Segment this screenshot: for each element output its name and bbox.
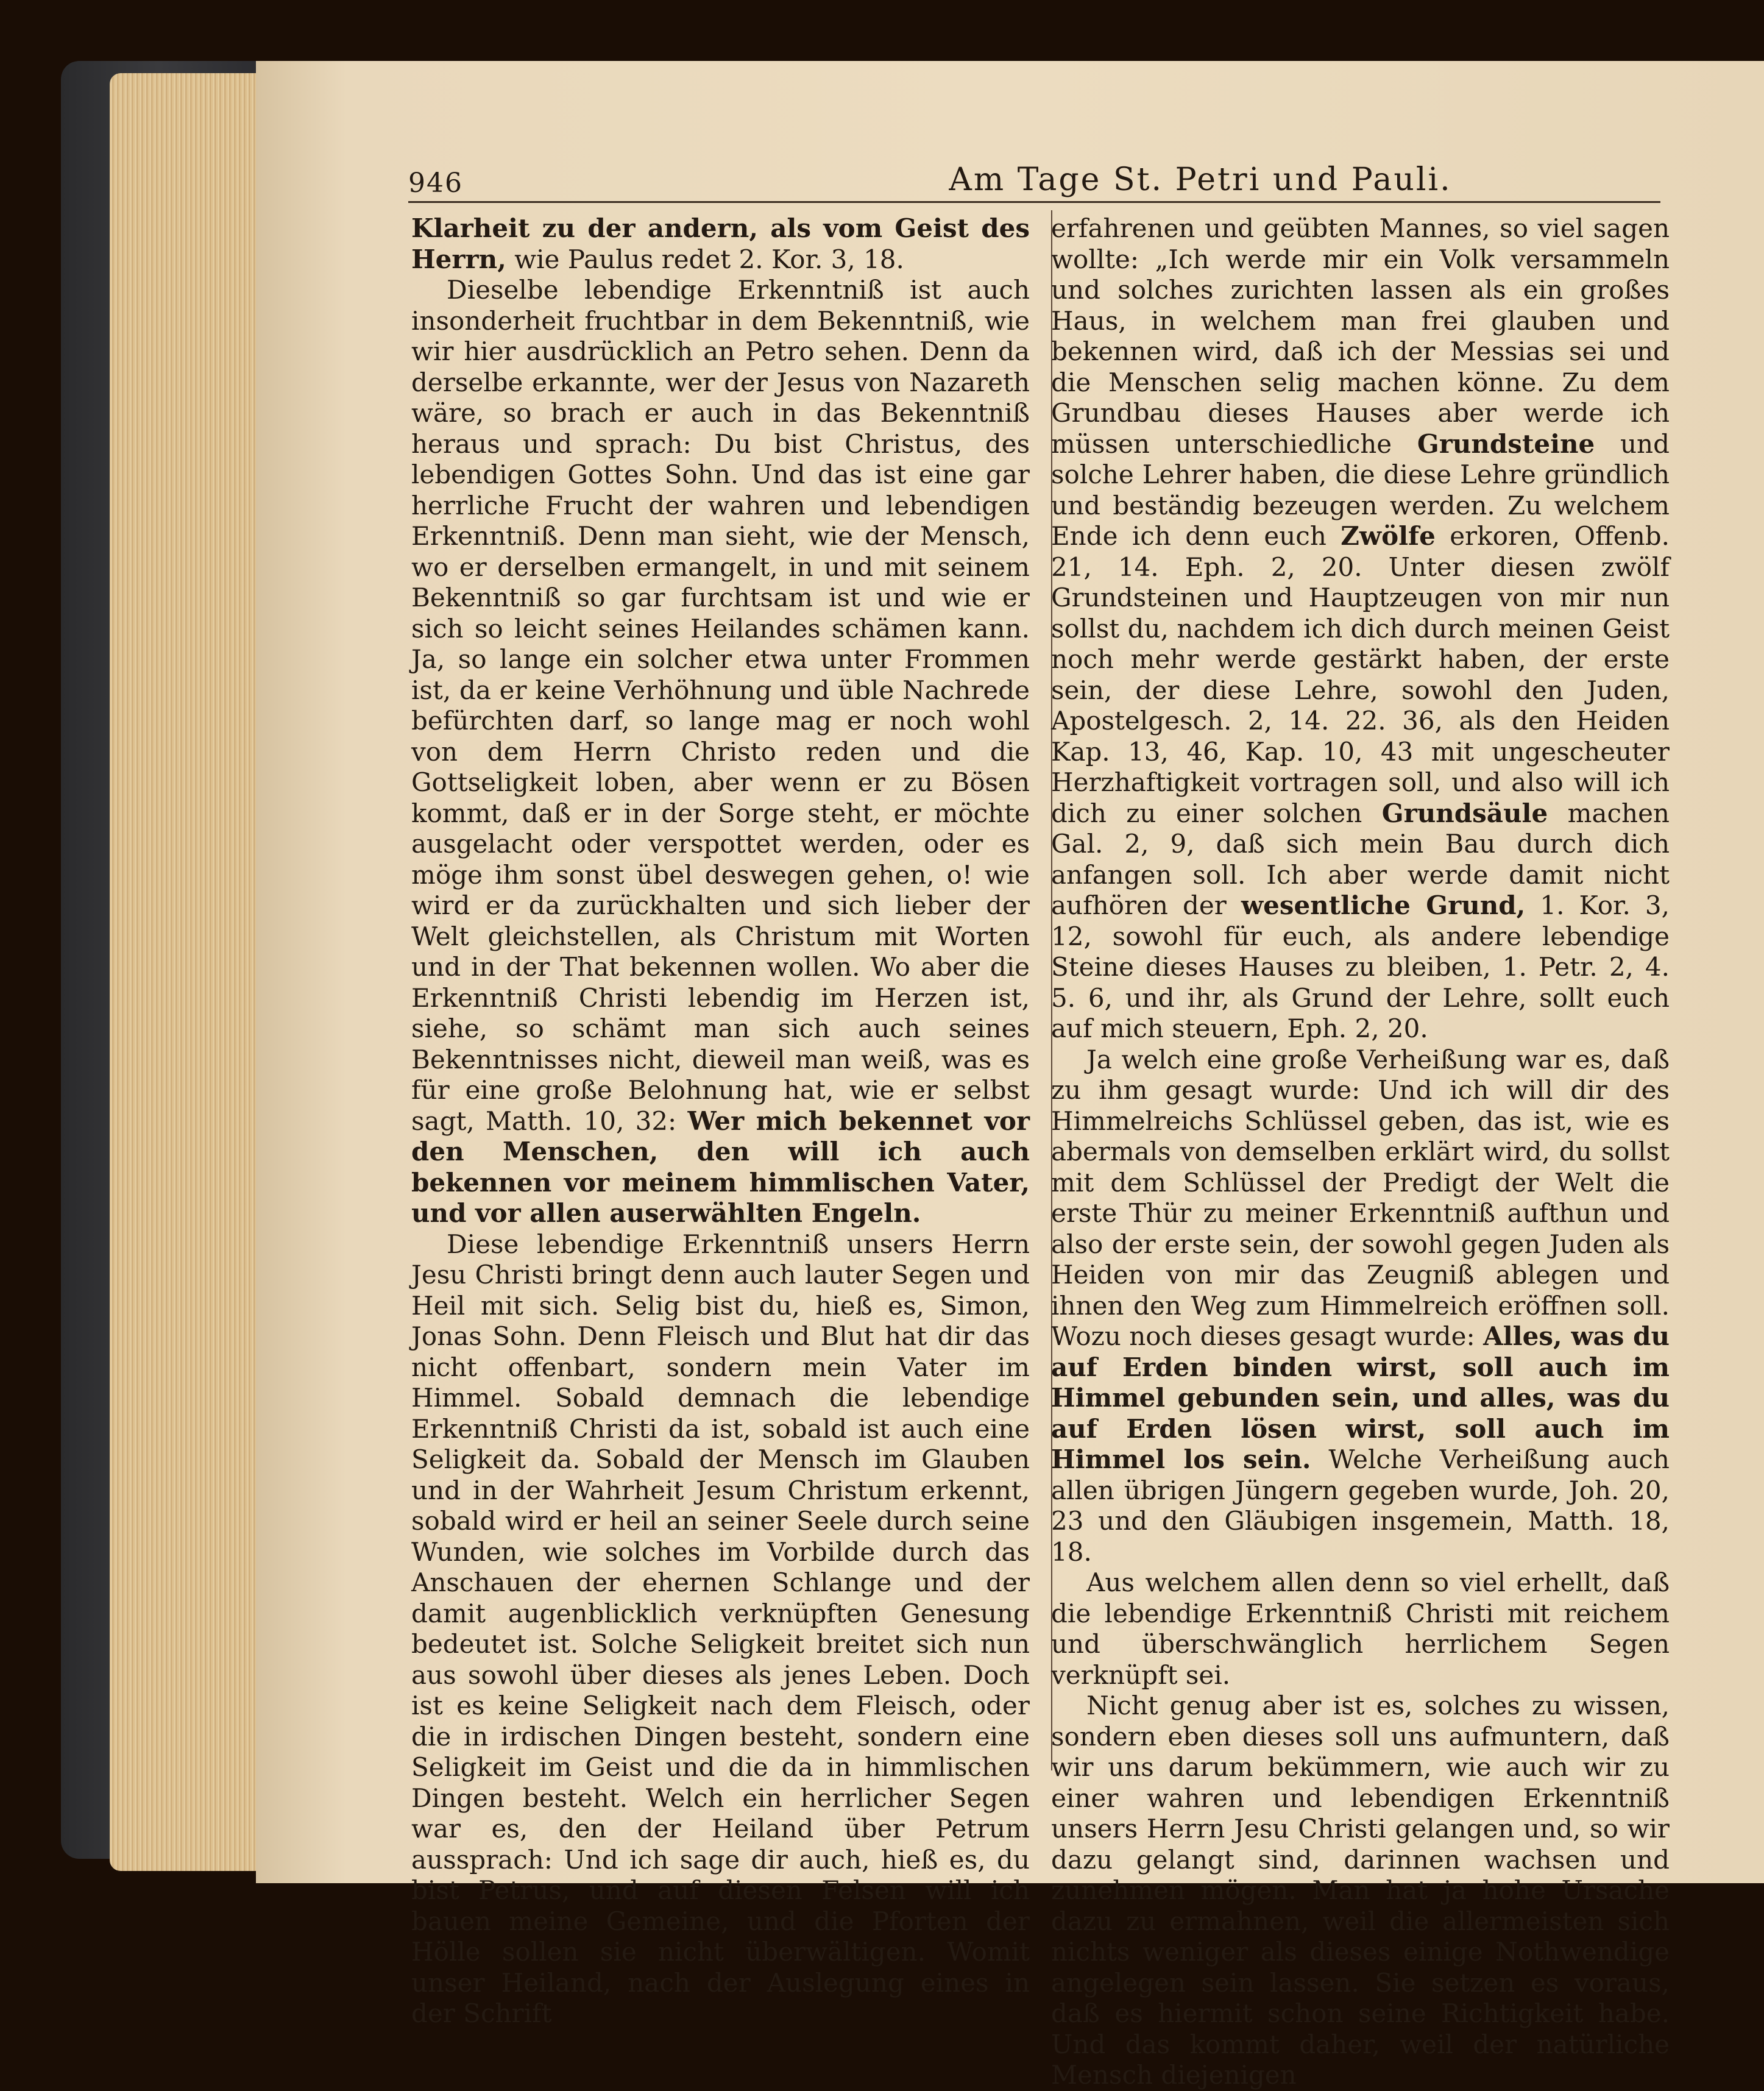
text-run: Diese lebendige Erkenntniß unsers Herrn Jesu Christi bringt denn auch lauter Segen und Heil mit sich. Selig bist du, hieß es, Simon, Jonas Sohn. Denn Fleisch und Blut hat dir das nicht offenbart, sondern mein Vater im Himmel. Sobald demnach die lebendige Erkenntniß Christi da ist, sobald ist auch eine Seligkeit da. Sobald der Mensch im Glauben und in der Wahrheit Jesum Christum erkennt, sobald wird er heil an seiner Seele durch seine Wunden, wie solches im Vorbilde durch das Anschauen der ehernen Schlange und der damit augenblicklich verknüpften Genesung bedeutet ist. Solche Seligkeit breitet sich nun aus sowohl über dieses als jenes Leben. Doch ist es keine Seligkeit nach dem Fleisch, oder die in irdischen Dingen besteht, sondern eine Seligkeit im Geist und die da in himmlischen Dingen besteht. Welch ein herrlicher Segen war es, den der Heiland über Petrum aussprach: Und ich sage dir auch, hieß es, du bist Petrus, und auf diesen Felsen will ich bauen meine Gemeine, und die Pforten der Hölle sollen sie nicht überwältigen. Womit unser Heiland, nach der Auslegung eines in der Schrift [411, 1229, 1030, 2028]
paragraph [1051, 1045, 1670, 1568]
text-run: 1. Kor. 3, 12, sowohl für euch, als andere lebendige Steine dieses Hauses zu bleiben, 1. Petr. 2, 4. 5. 6, und ihr, als Grund der Lehre, sollt euch auf mich steuern, Eph. 2, 20. [1051, 890, 1670, 1043]
text-run: Nicht genug aber ist es, solches zu wissen, sondern eben dieses soll uns aufmuntern, daß wir uns darum bekümmern, wie auch wir zu einer wahren und lebendigen Erkenntniß unsers Herrn Jesu Christi gelangen und, so wir dazu gelangt sind, darinnen wachsen und zunehmen mögen. Man hat ja hohe Ursache dazu zu ermahnen, weil die allermeisten sich nichts weniger als dieses einige Nothwendige angelegen sein lassen. Sie setzen es voraus, daß es hiermit schon seine Richtigkeit habe. Und das kommt daher, weil der natürliche Mensch diejenigen [1051, 1691, 1670, 2090]
page-number: 946 [408, 168, 463, 199]
text-run: Ja welch eine große Verheißung war es, daß zu ihm gesagt wurde: Und ich will dir des Himmelreichs Schlüssel geben, das ist, wie es abermals von demselben erklärt wird, du sollst mit dem Schlüssel der Predigt der Welt die erste Thür zu meiner Erkenntniß aufthun und also der erste sein, der sowohl gegen Juden als Heiden von mir das Zeugniß ablegen und ihnen den Weg zum Himmelreich eröffnen soll. Wozu noch dieses gesagt wurde: [1051, 1044, 1670, 1351]
paragraph [411, 275, 1030, 1229]
bold-text: Grundsäule [1381, 798, 1548, 828]
paragraph [1051, 213, 1670, 1045]
text-run: machen Gal. 2, 9, daß sich mein Bau durch dich anfangen soll. Ich aber werde damit nicht aufhören der [1051, 798, 1670, 920]
running-title: Am Tage St. Petri und Pauli. [949, 162, 1452, 198]
text-run: Welche Verheißung auch allen übrigen Jüngern gegeben wurde, Joh. 20, 23 und den Gläubigen insgemein, Matth. 18, 18. [1051, 1444, 1670, 1567]
text-run: wie Paulus redet 2. Kor. 3, 18. [506, 244, 904, 274]
paragraph [411, 1229, 1030, 2029]
bold-text: Klarheit zu der andern, als vom Geist des Herrn, [411, 213, 1030, 274]
text-run: und solche Lehrer haben, die diese Lehre gründlich und beständig bezeugen werden. Zu welchem Ende ich denn euch [1051, 428, 1670, 551]
paragraph [1051, 1691, 1670, 2091]
bold-text: Grundsteine [1417, 428, 1595, 459]
text-run: erkoren, Offenb. 21, 14. Eph. 2, 20. Unter diesen zwölf Grundsteinen und Hauptzeugen von mir nun sollst du, nachdem ich dich durch meinen Geist noch mehr werde gestärkt haben, der erste sein, der diese Lehre, sowohl den Juden, Apostelgesch. 2, 14. 22. 36, als den Heiden Kap. 13, 46, Kap. 10, 43 mit ungescheuter Herzhaftigkeit vortragen soll, und also will ich dich zu einer solchen [1051, 521, 1670, 828]
left-column [411, 213, 1030, 2028]
paragraph [1051, 1567, 1670, 1691]
paragraph [411, 213, 1030, 275]
bold-text: Zwölfe [1341, 521, 1436, 551]
bold-text: wesentliche Grund, [1241, 890, 1526, 920]
book-page [256, 61, 1764, 2090]
text-run: Dieselbe lebendige Erkenntniß ist auch insonderheit fruchtbar in dem Bekenntniß, wie wir hier ausdrücklich an Petro sehen. Denn da derselbe erkannte, wer der Jesus von Nazareth wäre, so brach er auch in das Bekenntniß heraus und sprach: Du bist Christus, des lebendigen Gottes Sohn. Und das ist eine gar herrliche Frucht der wahren und lebendigen Erkenntniß. Denn man sieht, wie der Mensch, wo er derselben ermangelt, in und mit seinem Bekenntniß so gar furchtsam ist und wie er sich so leicht seines Heilandes schämen kann. Ja, so lange ein solcher etwa unter Frommen ist, da er keine Verhöhnung und üble Nachrede befürchten darf, so lange mag er noch wohl von dem Herrn Christo reden und die Gottseligkeit loben, aber wenn er zu Bösen kommt, daß er in der Sorge steht, er möchte ausgelacht oder verspottet werden, oder es möge ihm sonst übel deswegen gehen, o! wie wird er da zurückhalten und sich lieber der Welt gleichstellen, als Christum mit Worten und in der That bekennen wollen. Wo aber die Erkenntniß Christi lebendig im Herzen ist, siehe, so schämt man sich auch seines Bekenntnisses nicht, dieweil man weiß, was es für eine große Belohnung hat, wie er selbst sagt, Matth. 10, 32: [411, 275, 1030, 1136]
header-rule [408, 201, 1660, 203]
right-column [1051, 213, 1670, 2090]
text-run: erfahrenen und geübten Mannes, so viel sagen wollte: „Ich werde mir ein Volk versammeln und solches zurichten lassen als ein großes Haus, in welchem man frei glauben und bekennen wird, daß ich der Messias sei und die Menschen selig machen könne. Zu dem Grundbau dieses Hauses aber werde ich müssen unterschiedliche [1051, 213, 1670, 459]
bold-text: Alles, was du auf Erden binden wirst, soll auch im Himmel gebunden sein, und alles, was du auf Erden lösen wirst, soll auch im Himmel los sein. [1051, 1321, 1670, 1474]
text-run: Aus welchem allen denn so viel erhellt, daß die lebendige Erkenntniß Christi mit reichem und überschwänglich herrlichem Segen verknüpft sei. [1051, 1567, 1670, 1690]
bold-text: Wer mich bekennet vor den Menschen, den will ich auch bekennen vor meinem himmlischen Vater, und vor allen auserwählten Engeln. [411, 1106, 1030, 1228]
